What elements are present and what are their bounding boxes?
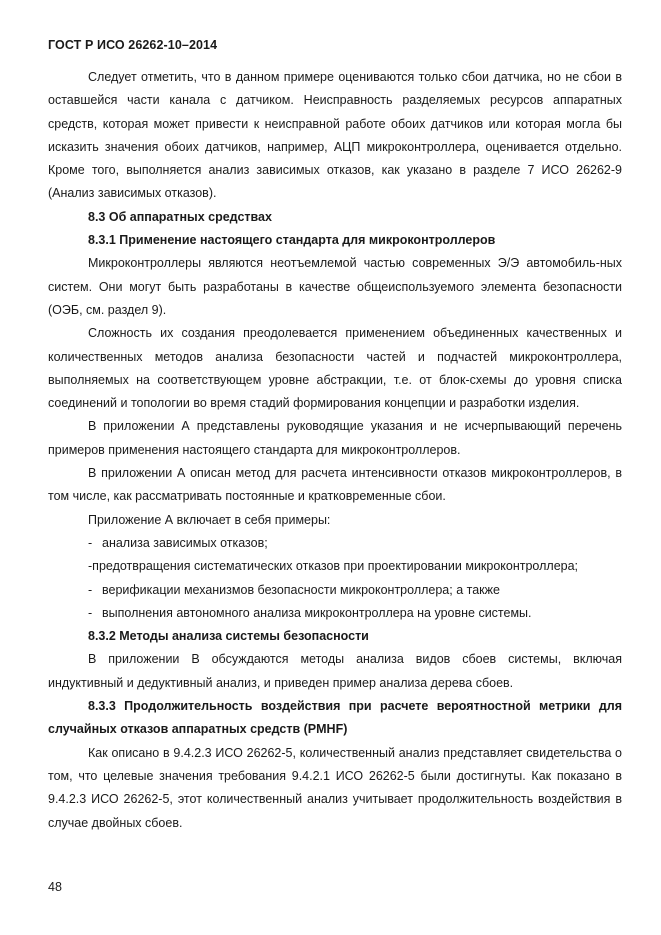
- page-number: 48: [48, 880, 62, 894]
- section-heading-8-3: 8.3 Об аппаратных средствах: [88, 209, 272, 224]
- paragraph-complexity: Сложность их создания преодолевается применением объединенных качественных и количественных методов анализа безопасности частей и подчастей микроконтроллера, выполняемых на соответствующем уровне абстракции, т.е. от блок-схемы до уровня списка соединений и топологии во время стадий формирования концепции и разработки изделия.: [48, 326, 622, 411]
- paragraph-annex-a-method: В приложении А описан метод для расчета интенсивности отказов микроконтроллеров, в том числе, как рассматривать постоянные и кратковременные сбои.: [48, 466, 622, 504]
- paragraph-annex-b: В приложении В обсуждаются методы анализа видов сбоев системы, включая индуктивный и дедуктивный анализ, и приведен пример анализа дерева сбоев.: [48, 652, 622, 690]
- paragraph-microcontrollers: Микроконтроллеры являются неотъемлемой частью современных Э/Э автомобиль-ных систем. Они могут быть разработаны в качестве общеиспользуемого элемента безопасности (ОЭБ, см. раздел 9).: [48, 256, 622, 317]
- paragraph-annex-a-examples: Приложение А включает в себя примеры:: [88, 512, 331, 527]
- list-dash: -: [88, 535, 93, 550]
- list-dash: -: [88, 559, 93, 574]
- list-item: [48, 602, 622, 625]
- list-item-text: предотвращения систематических отказов при проектировании микроконтроллера;: [92, 559, 579, 574]
- section-heading-8-3-1: 8.3.1 Применение настоящего стандарта для микроконтроллеров: [88, 233, 496, 248]
- list-item-text: верификации механизмов безопасности микроконтроллера; а также: [102, 582, 500, 597]
- section-heading-8-3-2: 8.3.2 Методы анализа системы безопасности: [88, 629, 369, 644]
- list-dash: -: [88, 605, 93, 620]
- paragraph-sensor-faults: Следует отметить, что в данном примере оцениваются только сбои датчика, но не сбои в оставшейся части канала с датчиком. Неисправность разделяемых ресурсов аппаратных средств, которая может привести к неисправной работе обоих датчиков или которая могла бы исказить значения обоих датчиков, например, АЦП микроконтроллера, оценивается отдельно. Кроме того, выполняется анализ зависимых отказов, как указано в разделе 7 ИСО 26262-9 (Анализ зависимых отказов).: [48, 70, 622, 201]
- list-item: [48, 555, 622, 578]
- section-heading-8-3-3: 8.3.3 Продолжительность воздействия при расчете вероятностной метрики для случайных отказов аппаратных средств (PMHF): [48, 699, 622, 737]
- paragraph-quantitative-analysis: Как описано в 9.4.2.3 ИСО 26262-5, количественный анализ представляет свидетельства о том, что целевые значения требования 9.4.2.1 ИСО 26262-5 были достигнуты. Как показано в 9.4.2.3 ИСО 26262-5, этот количественный анализ учитывает продолжительность воздействия в случае двойных сбоев.: [48, 745, 622, 830]
- list-item-text: выполнения автономного анализа микроконтроллера на уровне системы.: [102, 605, 532, 620]
- list-item: [48, 579, 622, 602]
- list-item: [48, 532, 622, 555]
- list-dash: -: [88, 582, 93, 597]
- page-content: [48, 66, 622, 835]
- paragraph-annex-a-guidance: В приложении А представлены руководящие указания и не исчерпывающий перечень примеров применения настоящего стандарта для микроконтроллеров.: [48, 419, 622, 457]
- document-header: ГОСТ Р ИСО 26262-10–2014: [48, 38, 218, 52]
- list-item-text: анализа зависимых отказов;: [102, 535, 268, 550]
